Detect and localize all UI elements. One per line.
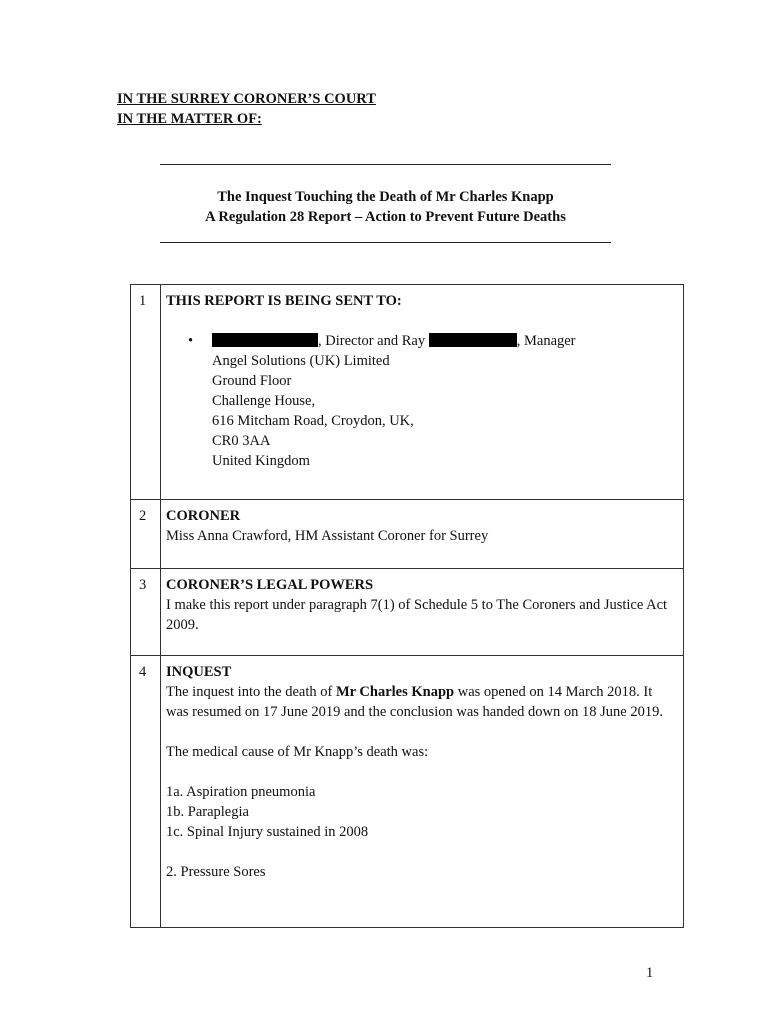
deceased-name: Mr Charles Knapp <box>335 684 455 700</box>
page-number: 1 <box>646 965 654 981</box>
cause-intro: The medical cause of Mr Knapp’s death was: <box>166 744 429 760</box>
section-body <box>161 500 684 569</box>
address-line: CR0 3AA <box>212 433 271 449</box>
inquest-text-start: The inquest into the death of <box>166 684 336 700</box>
report-subtitle: A Regulation 28 Report – Action to Prevent Future Deaths <box>205 209 566 225</box>
matter-heading: IN THE MATTER OF: <box>117 111 262 127</box>
coroner-name: Miss Anna Crawford, HM Assistant Coroner for Surrey <box>166 528 489 544</box>
recipient-role-1: , Director and Ray <box>318 333 429 349</box>
section-number: 3 <box>131 569 161 656</box>
section-number: 4 <box>131 656 161 928</box>
report-title: The Inquest Touching the Death of Mr Charles Knapp <box>217 189 554 205</box>
cause-item: 1a. Aspiration pneumonia <box>166 784 316 800</box>
title-top-rule <box>160 164 611 165</box>
inquest-text-end: was opened on 14 March 2018. It was resumed on 17 June 2019 and the conclusion was handed down on 18 June 2019. <box>166 684 663 720</box>
section-heading: CORONER <box>166 508 241 524</box>
table-row <box>131 500 684 569</box>
contributing-cause: 2. Pressure Sores <box>166 864 266 880</box>
section-body <box>161 285 684 500</box>
address-line: United Kingdom <box>212 453 310 469</box>
title-bottom-rule <box>160 242 611 243</box>
bullet-icon: • <box>188 333 194 349</box>
legal-powers-text: I make this report under paragraph 7(1) of Schedule 5 to The Coroners and Justice Act 2009. <box>166 597 668 633</box>
cause-item: 1b. Paraplegia <box>166 804 249 820</box>
address-line: Challenge House, <box>212 393 316 409</box>
redaction-box <box>212 333 318 347</box>
recipient-role-2: , Manager <box>516 333 576 349</box>
section-number: 2 <box>131 500 161 569</box>
section-heading: CORONER’S LEGAL POWERS <box>166 577 374 593</box>
table-row <box>131 656 684 928</box>
redaction-box <box>429 333 517 347</box>
address-line: Ground Floor <box>212 373 292 389</box>
section-body <box>161 569 684 656</box>
report-table <box>130 284 684 928</box>
section-heading: THIS REPORT IS BEING SENT TO: <box>166 293 402 309</box>
section-number: 1 <box>131 285 161 500</box>
inquest-text <box>166 682 678 722</box>
cause-item: 1c. Spinal Injury sustained in 2008 <box>166 824 369 840</box>
section-heading: INQUEST <box>166 664 232 680</box>
address-line: 616 Mitcham Road, Croydon, UK, <box>212 413 414 429</box>
table-row <box>131 285 684 500</box>
address-line: Angel Solutions (UK) Limited <box>212 353 390 369</box>
recipient-line <box>166 331 678 351</box>
court-heading: IN THE SURREY CORONER’S COURT <box>117 91 376 107</box>
section-body <box>161 656 684 928</box>
table-row <box>131 569 684 656</box>
